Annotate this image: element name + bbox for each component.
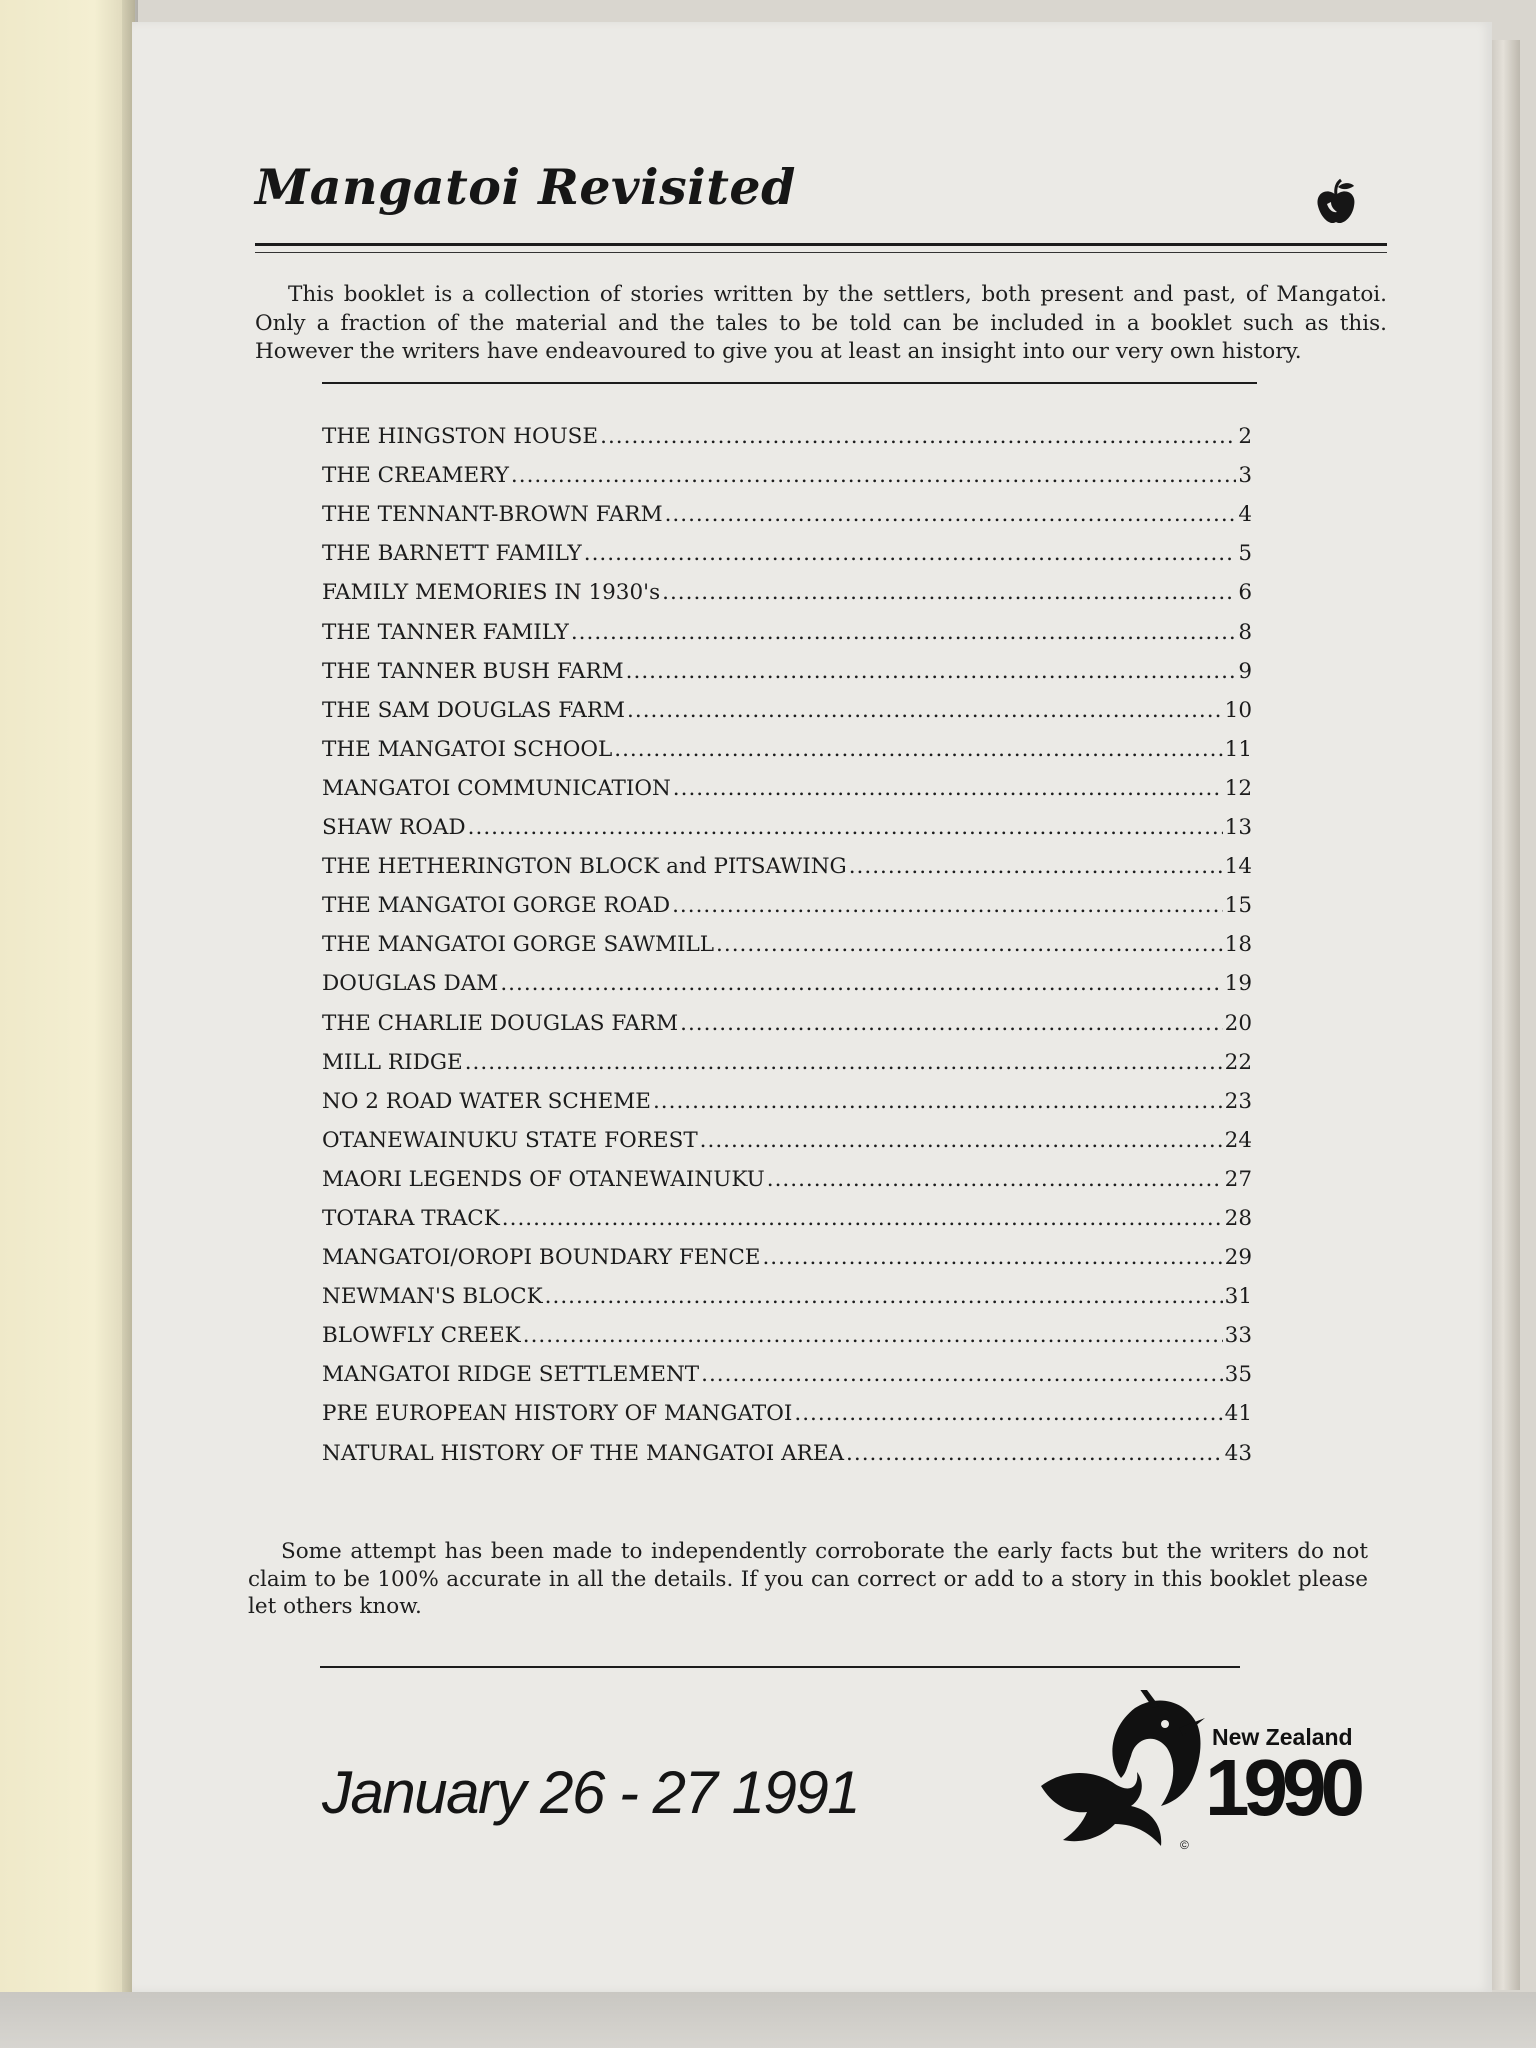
page-edge xyxy=(1492,40,1520,1990)
toc-entry-page: 3 xyxy=(1238,463,1252,489)
toc-leader-dots xyxy=(614,737,1222,762)
toc-leader-dots xyxy=(846,1441,1223,1466)
facing-page xyxy=(0,0,135,2000)
toc-entry xyxy=(322,918,1252,957)
toc-leader-dots xyxy=(571,620,1236,645)
emblem-year: 1990 xyxy=(1205,1743,1359,1832)
toc-entry-page: 41 xyxy=(1224,1401,1252,1427)
toc-entry xyxy=(322,1309,1252,1348)
toc-entry xyxy=(322,1426,1252,1465)
header-rule xyxy=(255,243,1387,246)
toc-leader-dots xyxy=(627,698,1223,723)
toc-entry xyxy=(322,1231,1252,1270)
toc-entry-page: 6 xyxy=(1238,580,1252,606)
toc-entry-page: 20 xyxy=(1224,1010,1252,1036)
toc-entry-page: 9 xyxy=(1238,658,1252,684)
toc-leader-dots xyxy=(849,854,1223,879)
toc-leader-dots xyxy=(680,1011,1223,1036)
toc-entry xyxy=(322,762,1252,801)
intro-divider xyxy=(322,382,1257,384)
toc-entry-page: 18 xyxy=(1224,932,1252,958)
toc-entry-page: 43 xyxy=(1224,1440,1252,1466)
toc-entry-title: PRE EUROPEAN HISTORY OF MANGATOI xyxy=(322,1401,793,1427)
bird-emblem-icon xyxy=(1035,1690,1207,1862)
toc-entry xyxy=(322,605,1252,644)
toc-entry-page: 8 xyxy=(1238,619,1252,645)
toc-leader-dots xyxy=(468,815,1223,840)
toc-entry-title: THE CHARLIE DOUGLAS FARM xyxy=(322,1010,679,1036)
toc-entry-title: MANGATOI/OROPI BOUNDARY FENCE xyxy=(322,1245,761,1271)
toc-entry xyxy=(322,801,1252,840)
toc-entry xyxy=(322,1075,1252,1114)
toc-entry-title: MANGATOI RIDGE SETTLEMENT xyxy=(322,1362,700,1388)
toc-entry-title: THE MANGATOI GORGE SAWMILL xyxy=(322,932,715,958)
toc-entry xyxy=(322,996,1252,1035)
toc-entry-title: MILL RIDGE xyxy=(322,1049,463,1075)
toc-entry xyxy=(322,645,1252,684)
toc-entry-page: 12 xyxy=(1224,775,1252,801)
toc-entry-title: DOUGLAS DAM xyxy=(322,971,499,997)
header-rule-thin xyxy=(255,252,1387,253)
toc-entry-page: 10 xyxy=(1224,697,1252,723)
toc-entry-title: THE MANGATOI SCHOOL xyxy=(322,736,613,762)
toc-leader-dots xyxy=(511,463,1236,488)
toc-entry xyxy=(322,957,1252,996)
toc-leader-dots xyxy=(502,1206,1223,1231)
toc-entry-title: MAORI LEGENDS OF OTANEWAINUKU xyxy=(322,1166,765,1192)
toc-entry-page: 29 xyxy=(1224,1245,1252,1271)
toc-leader-dots xyxy=(672,893,1223,918)
toc-leader-dots xyxy=(701,1362,1223,1387)
apple-ornament-icon xyxy=(1310,178,1362,230)
toc-entry-title: THE HETHERINGTON BLOCK and PITSAWING xyxy=(322,854,847,880)
toc-entry-page: 27 xyxy=(1224,1166,1252,1192)
toc-entry-title: NEWMAN'S BLOCK xyxy=(322,1284,543,1310)
toc-entry-title: THE TANNER BUSH FARM xyxy=(322,658,624,684)
toc-entry-page: 23 xyxy=(1224,1088,1252,1114)
toc-entry-title: SHAW ROAD xyxy=(322,815,466,841)
toc-leader-dots xyxy=(523,1323,1223,1348)
toc-entry-page: 11 xyxy=(1224,736,1252,762)
toc-entry-title: NO 2 ROAD WATER SCHEME xyxy=(322,1088,651,1114)
toc-entry xyxy=(322,449,1252,488)
toc-entry-page: 2 xyxy=(1238,424,1252,450)
page-title: Mangatoi Revisited xyxy=(255,158,796,216)
toc-leader-dots xyxy=(600,424,1236,449)
toc-entry-page: 28 xyxy=(1224,1205,1252,1231)
toc-leader-dots xyxy=(673,776,1223,801)
toc-entry-page: 22 xyxy=(1224,1049,1252,1075)
toc-entry-title: THE BARNETT FAMILY xyxy=(322,541,582,567)
toc-entry xyxy=(322,840,1252,879)
toc-leader-dots xyxy=(653,1089,1223,1114)
toc-entry-title: THE CREAMERY xyxy=(322,463,509,489)
toc-entry xyxy=(322,488,1252,527)
toc-entry xyxy=(322,879,1252,918)
toc-leader-dots xyxy=(662,580,1236,605)
toc-entry-page: 19 xyxy=(1224,971,1252,997)
toc-entry xyxy=(322,1114,1252,1153)
toc-entry-title: MANGATOI COMMUNICATION xyxy=(322,775,671,801)
toc-entry-title: TOTARA TRACK xyxy=(322,1205,500,1231)
toc-entry xyxy=(322,566,1252,605)
toc-entry-title: NATURAL HISTORY OF THE MANGATOI AREA xyxy=(322,1440,845,1466)
toc-entry xyxy=(322,723,1252,762)
closing-divider xyxy=(320,1666,1240,1668)
toc-entry-page: 14 xyxy=(1224,854,1252,880)
copyright-mark: © xyxy=(1180,1838,1189,1852)
toc-leader-dots xyxy=(762,1245,1222,1270)
toc-entry xyxy=(322,1192,1252,1231)
toc-leader-dots xyxy=(700,1128,1223,1153)
toc-entry xyxy=(322,1036,1252,1075)
toc-leader-dots xyxy=(500,971,1222,996)
toc-leader-dots xyxy=(767,1167,1223,1192)
toc-entry xyxy=(322,1270,1252,1309)
toc-entry xyxy=(322,1348,1252,1387)
toc-leader-dots xyxy=(465,1050,1223,1075)
toc-leader-dots xyxy=(716,932,1223,957)
toc-entry-page: 24 xyxy=(1224,1127,1252,1153)
emblem-name: New Zealand xyxy=(1212,1724,1353,1750)
toc-entry-page: 35 xyxy=(1224,1362,1252,1388)
toc-entry-title: THE HINGSTON HOUSE xyxy=(322,424,599,450)
toc-leader-dots xyxy=(665,502,1237,527)
toc-entry-page: 5 xyxy=(1238,541,1252,567)
event-date: January 26 - 27 1991 xyxy=(322,1759,860,1826)
table-of-contents xyxy=(322,410,1252,1466)
toc-leader-dots xyxy=(545,1284,1223,1309)
toc-entry-page: 33 xyxy=(1224,1323,1252,1349)
closing-note: Some attempt has been made to independently corroborate the early facts but the writers do not claim to be 100% accurate in all the details. If you can correct or add to a story in this booklet please let others know. xyxy=(248,1539,1368,1619)
toc-entry-page: 13 xyxy=(1224,815,1252,841)
toc-entry xyxy=(322,527,1252,566)
intro-paragraph: This booklet is a collection of stories written by the settlers, both present and past, of Mangatoi. Only a fraction of the material and the tales to be told can be included in a booklet such as this. However the writers have endeavoured to give you at least an insight into our very own history. xyxy=(255,282,1387,365)
toc-leader-dots xyxy=(584,541,1237,566)
toc-entry xyxy=(322,684,1252,723)
toc-entry-title: THE SAM DOUGLAS FARM xyxy=(322,697,626,723)
toc-entry xyxy=(322,1153,1252,1192)
toc-entry xyxy=(322,410,1252,449)
toc-entry-page: 4 xyxy=(1238,502,1252,528)
toc-entry-title: FAMILY MEMORIES IN 1930's xyxy=(322,580,661,606)
toc-leader-dots xyxy=(794,1401,1222,1426)
toc-entry-page: 31 xyxy=(1224,1284,1252,1310)
toc-leader-dots xyxy=(626,659,1237,684)
table-surface xyxy=(0,1992,1536,2048)
toc-entry-title: THE TANNER FAMILY xyxy=(322,619,569,645)
toc-entry-title: THE TENNANT-BROWN FARM xyxy=(322,502,663,528)
toc-entry-title: OTANEWAINUKU STATE FOREST xyxy=(322,1127,698,1153)
toc-entry-title: BLOWFLY CREEK xyxy=(322,1323,521,1349)
toc-entry-title: THE MANGATOI GORGE ROAD xyxy=(322,893,671,919)
toc-entry xyxy=(322,1387,1252,1426)
toc-entry-page: 15 xyxy=(1224,893,1252,919)
